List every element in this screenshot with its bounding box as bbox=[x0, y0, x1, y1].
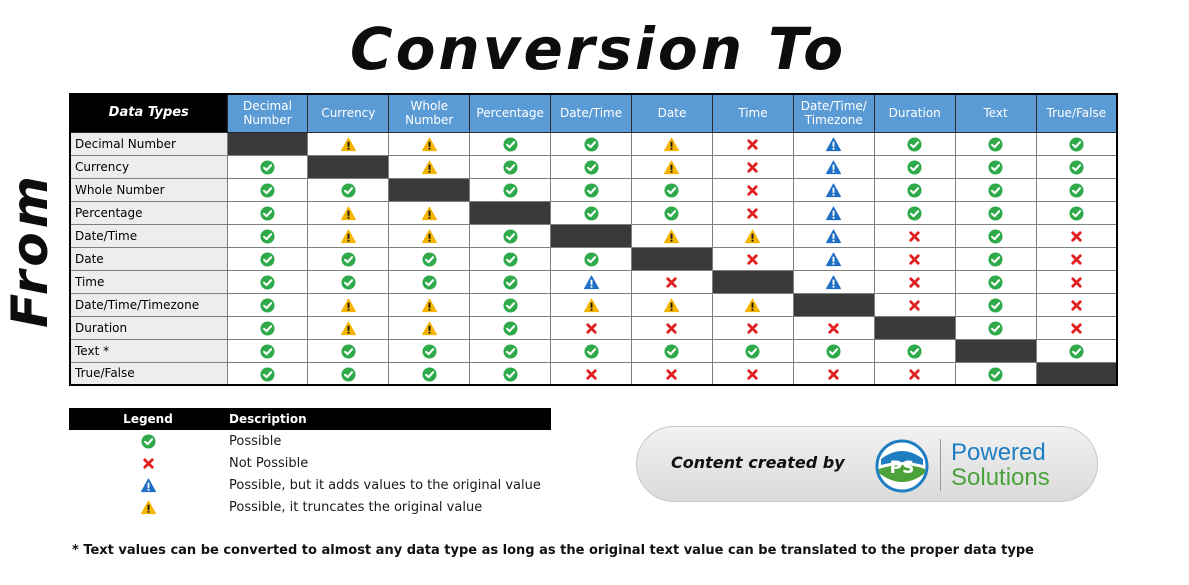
matrix-cell bbox=[632, 270, 713, 293]
row-header: Duration bbox=[70, 316, 227, 339]
check-circle-icon bbox=[745, 344, 760, 359]
warning-yellow-icon bbox=[745, 298, 760, 313]
warning-yellow-icon bbox=[664, 137, 679, 152]
legend-table bbox=[69, 408, 551, 518]
check-circle-icon bbox=[988, 298, 1003, 313]
matrix-cell bbox=[389, 224, 470, 247]
matrix-cell bbox=[389, 316, 470, 339]
cross-icon bbox=[664, 321, 679, 336]
matrix-cell bbox=[712, 316, 793, 339]
check-circle-icon bbox=[503, 298, 518, 313]
matrix-cell bbox=[874, 224, 955, 247]
cross-icon bbox=[745, 137, 760, 152]
matrix-row bbox=[70, 178, 1117, 201]
matrix-cell bbox=[227, 201, 308, 224]
matrix-cell bbox=[632, 293, 713, 316]
footnote: * Text values can be converted to almost any data type as long as the original text value can be translated to the proper data type bbox=[72, 543, 1034, 558]
matrix-cell bbox=[793, 316, 874, 339]
check-circle-icon bbox=[988, 252, 1003, 267]
check-circle-icon bbox=[826, 344, 841, 359]
row-header: True/False bbox=[70, 362, 227, 385]
check-circle-icon bbox=[503, 252, 518, 267]
matrix-cell bbox=[389, 132, 470, 155]
check-circle-icon bbox=[664, 206, 679, 221]
check-circle-icon bbox=[664, 183, 679, 198]
matrix-row bbox=[70, 293, 1117, 316]
row-header: Time bbox=[70, 270, 227, 293]
diagonal-cell bbox=[227, 132, 308, 155]
matrix-cell bbox=[470, 178, 551, 201]
legend-icon-cell bbox=[69, 434, 227, 449]
matrix-cell bbox=[1036, 316, 1117, 339]
check-circle-icon bbox=[584, 137, 599, 152]
matrix-cell bbox=[1036, 247, 1117, 270]
warning-yellow-icon bbox=[341, 229, 356, 244]
legend-header-description: Description bbox=[229, 412, 307, 426]
check-circle-icon bbox=[422, 344, 437, 359]
cross-icon bbox=[1069, 252, 1084, 267]
cross-icon bbox=[907, 298, 922, 313]
check-circle-icon bbox=[260, 229, 275, 244]
check-circle-icon bbox=[988, 321, 1003, 336]
warning-yellow-icon bbox=[664, 160, 679, 175]
legend-header-legend: Legend bbox=[123, 412, 173, 426]
matrix-cell bbox=[955, 132, 1036, 155]
matrix-cell bbox=[955, 293, 1036, 316]
matrix-cell bbox=[632, 362, 713, 385]
check-circle-icon bbox=[260, 252, 275, 267]
cross-icon bbox=[745, 206, 760, 221]
check-circle-icon bbox=[341, 275, 356, 290]
matrix-row bbox=[70, 270, 1117, 293]
check-circle-icon bbox=[503, 367, 518, 382]
column-header: Date bbox=[632, 94, 713, 132]
matrix-cell bbox=[874, 339, 955, 362]
matrix-cell bbox=[712, 201, 793, 224]
column-header: Duration bbox=[874, 94, 955, 132]
diagonal-cell bbox=[632, 247, 713, 270]
diagonal-cell bbox=[955, 339, 1036, 362]
matrix-cell bbox=[470, 224, 551, 247]
matrix-cell bbox=[551, 155, 632, 178]
legend-row bbox=[69, 474, 551, 496]
check-circle-icon bbox=[260, 206, 275, 221]
matrix-row bbox=[70, 132, 1117, 155]
matrix-cell bbox=[389, 155, 470, 178]
legend-description: Possible bbox=[229, 433, 282, 449]
cross-icon bbox=[826, 321, 841, 336]
legend-icon-cell bbox=[69, 456, 227, 471]
row-header: Date/Time bbox=[70, 224, 227, 247]
matrix-cell bbox=[712, 339, 793, 362]
matrix-cell bbox=[874, 362, 955, 385]
matrix-cell bbox=[551, 178, 632, 201]
cross-icon bbox=[1069, 321, 1084, 336]
warning-yellow-icon bbox=[341, 137, 356, 152]
matrix-cell bbox=[389, 270, 470, 293]
cross-icon bbox=[907, 229, 922, 244]
cross-icon bbox=[1069, 229, 1084, 244]
legend-description: Not Possible bbox=[229, 455, 309, 471]
matrix-cell bbox=[551, 270, 632, 293]
column-header: Percentage bbox=[470, 94, 551, 132]
warning-yellow-icon bbox=[584, 298, 599, 313]
check-circle-icon bbox=[141, 434, 156, 449]
check-circle-icon bbox=[503, 275, 518, 290]
matrix-cell bbox=[874, 293, 955, 316]
matrix-cell bbox=[470, 155, 551, 178]
check-circle-icon bbox=[422, 275, 437, 290]
warning-blue-icon bbox=[826, 275, 841, 290]
cross-icon bbox=[1069, 298, 1084, 313]
row-header: Date bbox=[70, 247, 227, 270]
matrix-cell bbox=[793, 132, 874, 155]
matrix-cell bbox=[874, 270, 955, 293]
cross-icon bbox=[141, 456, 156, 471]
diagonal-cell bbox=[470, 201, 551, 224]
matrix-cell bbox=[955, 201, 1036, 224]
matrix-cell bbox=[712, 132, 793, 155]
matrix-cell bbox=[793, 339, 874, 362]
row-header: Percentage bbox=[70, 201, 227, 224]
matrix-row bbox=[70, 224, 1117, 247]
logo-text: PS bbox=[889, 458, 915, 478]
side-title: From bbox=[1, 172, 59, 328]
matrix-row bbox=[70, 362, 1117, 385]
matrix-cell bbox=[793, 224, 874, 247]
diagonal-cell bbox=[551, 224, 632, 247]
matrix-cell bbox=[632, 224, 713, 247]
check-circle-icon bbox=[907, 183, 922, 198]
legend-description: Possible, but it adds values to the original value bbox=[229, 477, 541, 493]
check-circle-icon bbox=[341, 183, 356, 198]
matrix-cell bbox=[955, 316, 1036, 339]
check-circle-icon bbox=[1069, 206, 1084, 221]
check-circle-icon bbox=[584, 344, 599, 359]
check-circle-icon bbox=[260, 275, 275, 290]
check-circle-icon bbox=[664, 344, 679, 359]
matrix-header-row bbox=[70, 94, 1117, 132]
matrix-cell bbox=[1036, 293, 1117, 316]
legend-description: Possible, it truncates the original value bbox=[229, 499, 483, 515]
warning-yellow-icon bbox=[341, 298, 356, 313]
legend-row bbox=[69, 496, 551, 518]
matrix-cell bbox=[227, 178, 308, 201]
diagonal-cell bbox=[793, 293, 874, 316]
matrix-cell bbox=[632, 316, 713, 339]
column-header: Currency bbox=[308, 94, 389, 132]
cross-icon bbox=[664, 367, 679, 382]
matrix-cell bbox=[227, 362, 308, 385]
credit-label: Content created by bbox=[671, 453, 845, 472]
cross-icon bbox=[745, 252, 760, 267]
cross-icon bbox=[907, 252, 922, 267]
matrix-cell bbox=[227, 224, 308, 247]
matrix-cell bbox=[389, 362, 470, 385]
credit-divider bbox=[940, 439, 941, 491]
matrix-row bbox=[70, 155, 1117, 178]
matrix-cell bbox=[308, 224, 389, 247]
matrix-cell bbox=[712, 178, 793, 201]
matrix-cell bbox=[955, 270, 1036, 293]
brand-line-2: Solutions bbox=[951, 464, 1050, 491]
warning-blue-icon bbox=[826, 206, 841, 221]
matrix-cell bbox=[389, 201, 470, 224]
cross-icon bbox=[745, 160, 760, 175]
column-header: Date/Time bbox=[551, 94, 632, 132]
matrix-cell bbox=[712, 155, 793, 178]
check-circle-icon bbox=[988, 206, 1003, 221]
warning-yellow-icon bbox=[422, 229, 437, 244]
check-circle-icon bbox=[1069, 344, 1084, 359]
check-circle-icon bbox=[988, 367, 1003, 382]
column-header: Decimal Number bbox=[227, 94, 308, 132]
matrix-cell bbox=[955, 155, 1036, 178]
diagonal-cell bbox=[874, 316, 955, 339]
legend-icon-cell bbox=[69, 478, 227, 493]
warning-yellow-icon bbox=[664, 298, 679, 313]
conversion-matrix bbox=[69, 93, 1118, 386]
row-header: Decimal Number bbox=[70, 132, 227, 155]
matrix-cell bbox=[308, 270, 389, 293]
check-circle-icon bbox=[907, 206, 922, 221]
diagonal-cell bbox=[1036, 362, 1117, 385]
check-circle-icon bbox=[1069, 160, 1084, 175]
matrix-row bbox=[70, 316, 1117, 339]
legend-header bbox=[69, 408, 551, 430]
brand-name bbox=[951, 440, 1050, 490]
matrix-cell bbox=[793, 362, 874, 385]
matrix-cell bbox=[470, 247, 551, 270]
check-circle-icon bbox=[503, 137, 518, 152]
check-circle-icon bbox=[503, 344, 518, 359]
matrix-cell bbox=[470, 293, 551, 316]
cross-icon bbox=[745, 183, 760, 198]
check-circle-icon bbox=[907, 344, 922, 359]
warning-yellow-icon bbox=[141, 500, 156, 515]
warning-yellow-icon bbox=[422, 137, 437, 152]
diagonal-cell bbox=[389, 178, 470, 201]
matrix-cell bbox=[1036, 339, 1117, 362]
cross-icon bbox=[907, 275, 922, 290]
matrix-cell bbox=[551, 201, 632, 224]
diagonal-cell bbox=[712, 270, 793, 293]
check-circle-icon bbox=[584, 252, 599, 267]
column-header: Text bbox=[955, 94, 1036, 132]
row-header: Text * bbox=[70, 339, 227, 362]
matrix-cell bbox=[632, 132, 713, 155]
warning-yellow-icon bbox=[422, 298, 437, 313]
check-circle-icon bbox=[584, 206, 599, 221]
check-circle-icon bbox=[988, 137, 1003, 152]
matrix-cell bbox=[308, 339, 389, 362]
matrix-cell bbox=[955, 178, 1036, 201]
check-circle-icon bbox=[260, 367, 275, 382]
matrix-cell bbox=[874, 155, 955, 178]
column-header: Time bbox=[712, 94, 793, 132]
matrix-cell bbox=[874, 201, 955, 224]
matrix-cell bbox=[308, 293, 389, 316]
check-circle-icon bbox=[988, 275, 1003, 290]
check-circle-icon bbox=[988, 160, 1003, 175]
warning-blue-icon bbox=[826, 160, 841, 175]
matrix-cell bbox=[551, 247, 632, 270]
matrix-cell bbox=[632, 201, 713, 224]
matrix-cell bbox=[712, 247, 793, 270]
matrix-cell bbox=[793, 247, 874, 270]
cross-icon bbox=[664, 275, 679, 290]
matrix-cell bbox=[712, 362, 793, 385]
cross-icon bbox=[1069, 275, 1084, 290]
check-circle-icon bbox=[422, 367, 437, 382]
legend-row bbox=[69, 430, 551, 452]
content-credit-badge bbox=[636, 426, 1098, 502]
matrix-cell bbox=[874, 247, 955, 270]
warning-blue-icon bbox=[826, 137, 841, 152]
warning-blue-icon bbox=[584, 275, 599, 290]
check-circle-icon bbox=[341, 344, 356, 359]
check-circle-icon bbox=[1069, 183, 1084, 198]
matrix-cell bbox=[712, 293, 793, 316]
page-title: Conversion To bbox=[350, 15, 847, 83]
check-circle-icon bbox=[907, 160, 922, 175]
matrix-cell bbox=[1036, 224, 1117, 247]
brand-line-1: Powered bbox=[951, 439, 1046, 466]
matrix-cell bbox=[1036, 178, 1117, 201]
check-circle-icon bbox=[341, 367, 356, 382]
warning-yellow-icon bbox=[341, 321, 356, 336]
matrix-cell bbox=[308, 132, 389, 155]
check-circle-icon bbox=[1069, 137, 1084, 152]
check-circle-icon bbox=[988, 229, 1003, 244]
matrix-cell bbox=[470, 362, 551, 385]
check-circle-icon bbox=[260, 344, 275, 359]
matrix-cell bbox=[955, 362, 1036, 385]
check-circle-icon bbox=[503, 321, 518, 336]
check-circle-icon bbox=[503, 229, 518, 244]
warning-yellow-icon bbox=[341, 206, 356, 221]
cross-icon bbox=[584, 367, 599, 382]
cross-icon bbox=[826, 367, 841, 382]
warning-yellow-icon bbox=[422, 160, 437, 175]
warning-yellow-icon bbox=[422, 206, 437, 221]
diagonal-cell bbox=[308, 155, 389, 178]
warning-yellow-icon bbox=[422, 321, 437, 336]
matrix-cell bbox=[308, 201, 389, 224]
matrix-cell bbox=[874, 132, 955, 155]
matrix-cell bbox=[227, 339, 308, 362]
matrix-cell bbox=[551, 293, 632, 316]
check-circle-icon bbox=[988, 183, 1003, 198]
matrix-cell bbox=[227, 270, 308, 293]
matrix-cell bbox=[793, 178, 874, 201]
row-header: Date/Time/Timezone bbox=[70, 293, 227, 316]
matrix-cell bbox=[470, 339, 551, 362]
cross-icon bbox=[745, 367, 760, 382]
warning-blue-icon bbox=[141, 478, 156, 493]
check-circle-icon bbox=[503, 160, 518, 175]
check-circle-icon bbox=[260, 183, 275, 198]
matrix-cell bbox=[955, 224, 1036, 247]
legend-row bbox=[69, 452, 551, 474]
matrix-cell bbox=[1036, 270, 1117, 293]
matrix-cell bbox=[793, 270, 874, 293]
matrix-cell bbox=[551, 339, 632, 362]
row-header: Whole Number bbox=[70, 178, 227, 201]
matrix-cell bbox=[389, 247, 470, 270]
check-circle-icon bbox=[584, 183, 599, 198]
matrix-cell bbox=[470, 132, 551, 155]
warning-blue-icon bbox=[826, 252, 841, 267]
matrix-cell bbox=[470, 270, 551, 293]
column-header: True/False bbox=[1036, 94, 1117, 132]
warning-blue-icon bbox=[826, 229, 841, 244]
cross-icon bbox=[584, 321, 599, 336]
matrix-row bbox=[70, 339, 1117, 362]
legend-icon-cell bbox=[69, 500, 227, 515]
matrix-cell bbox=[874, 178, 955, 201]
check-circle-icon bbox=[260, 160, 275, 175]
matrix-cell bbox=[470, 316, 551, 339]
matrix-cell bbox=[551, 132, 632, 155]
check-circle-icon bbox=[260, 298, 275, 313]
matrix-cell bbox=[227, 247, 308, 270]
matrix-cell bbox=[308, 362, 389, 385]
matrix-corner-label: Data Types bbox=[70, 94, 227, 132]
check-circle-icon bbox=[584, 160, 599, 175]
row-header: Currency bbox=[70, 155, 227, 178]
matrix-cell bbox=[793, 155, 874, 178]
matrix-cell bbox=[632, 155, 713, 178]
check-circle-icon bbox=[422, 252, 437, 267]
column-header: Whole Number bbox=[389, 94, 470, 132]
matrix-cell bbox=[632, 178, 713, 201]
column-header: Date/Time/ Timezone bbox=[793, 94, 874, 132]
cross-icon bbox=[745, 321, 760, 336]
warning-yellow-icon bbox=[745, 229, 760, 244]
matrix-cell bbox=[308, 316, 389, 339]
matrix-cell bbox=[793, 201, 874, 224]
cross-icon bbox=[907, 367, 922, 382]
matrix-cell bbox=[1036, 201, 1117, 224]
matrix-cell bbox=[389, 339, 470, 362]
matrix-cell bbox=[227, 293, 308, 316]
matrix-cell bbox=[551, 362, 632, 385]
matrix-cell bbox=[389, 293, 470, 316]
matrix-cell bbox=[308, 178, 389, 201]
matrix-cell bbox=[551, 316, 632, 339]
matrix-cell bbox=[227, 155, 308, 178]
matrix-cell bbox=[308, 247, 389, 270]
check-circle-icon bbox=[341, 252, 356, 267]
matrix-cell bbox=[632, 339, 713, 362]
matrix-cell bbox=[1036, 132, 1117, 155]
matrix-cell bbox=[712, 224, 793, 247]
matrix-row bbox=[70, 247, 1117, 270]
warning-blue-icon bbox=[826, 183, 841, 198]
matrix-cell bbox=[227, 316, 308, 339]
matrix-row bbox=[70, 201, 1117, 224]
matrix-cell bbox=[1036, 155, 1117, 178]
check-circle-icon bbox=[503, 183, 518, 198]
check-circle-icon bbox=[260, 321, 275, 336]
matrix-cell bbox=[955, 247, 1036, 270]
check-circle-icon bbox=[907, 137, 922, 152]
powered-solutions-logo-icon bbox=[875, 439, 929, 493]
warning-yellow-icon bbox=[664, 229, 679, 244]
